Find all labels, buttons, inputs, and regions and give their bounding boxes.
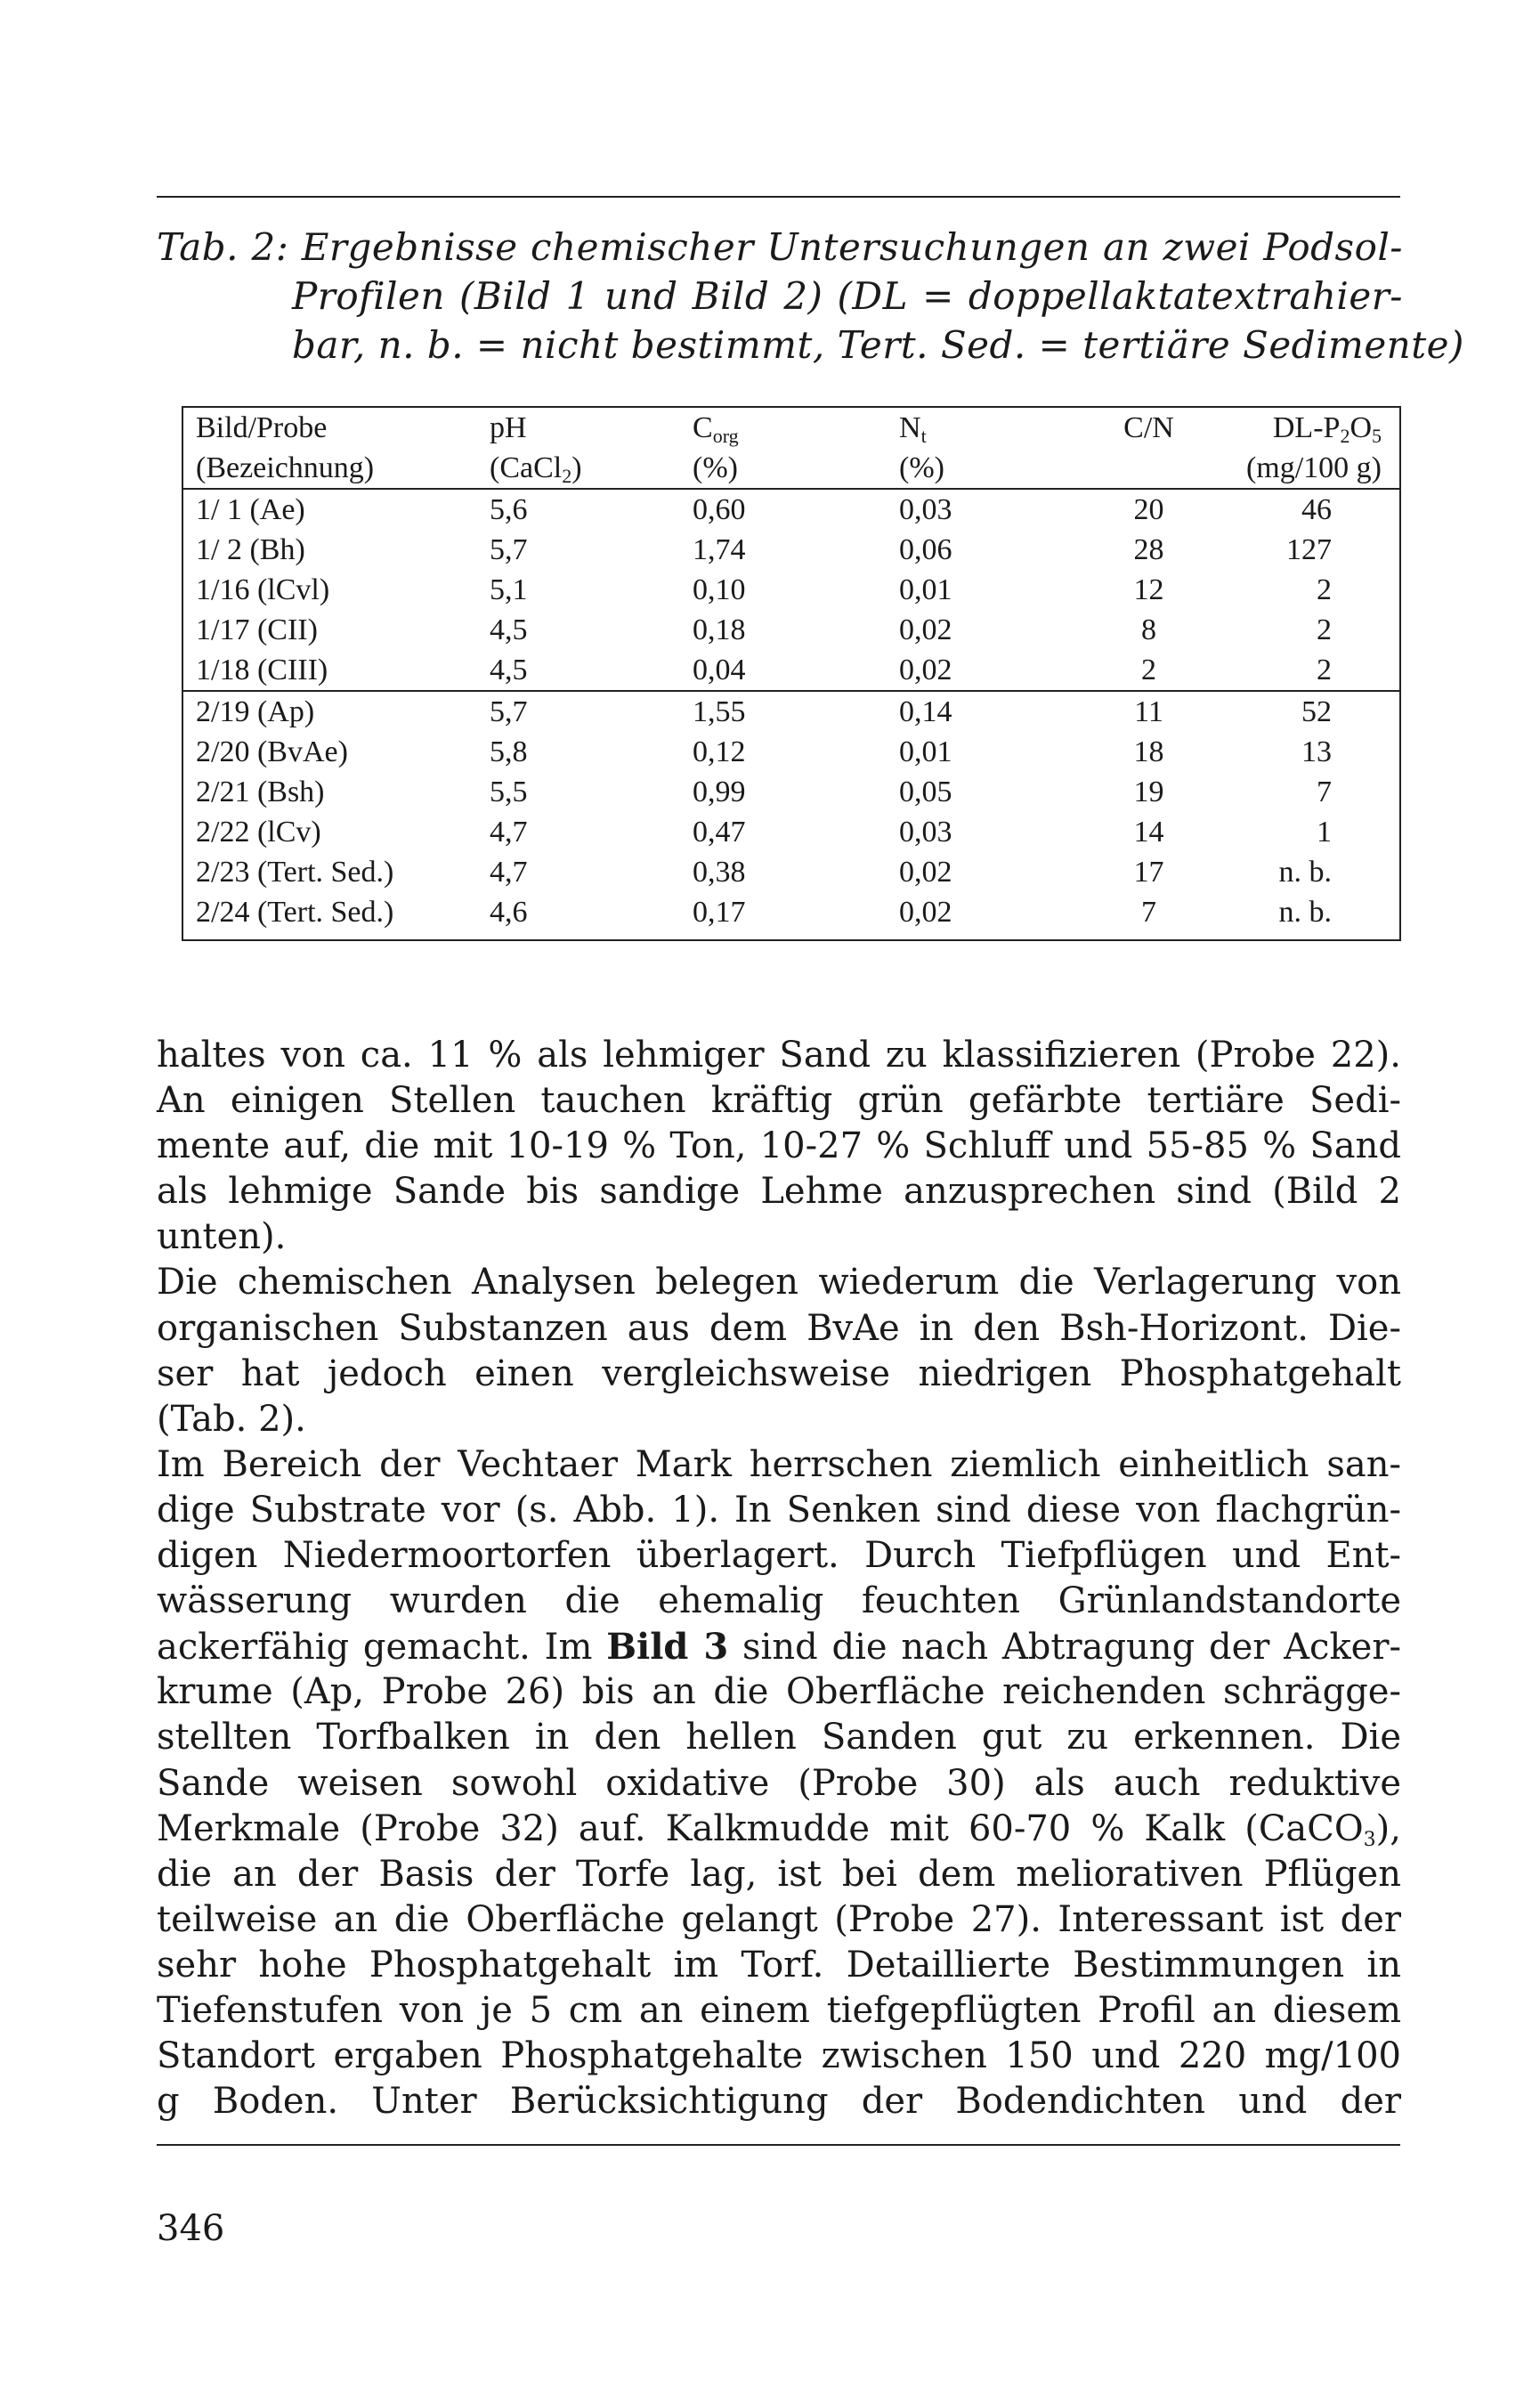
cell-cn: 19 xyxy=(1133,776,1164,808)
cell-ph: 4,7 xyxy=(490,856,528,889)
table-row xyxy=(183,892,1399,932)
cell-sample: 1/ 2 (Bh) xyxy=(196,533,305,566)
col-header-cn: C/N xyxy=(1123,411,1174,444)
cell-nt: 0,14 xyxy=(899,695,952,728)
cell-sample: 1/18 (CIII) xyxy=(183,650,490,691)
cell-sample: 2/22 (lCv) xyxy=(196,816,321,849)
cell-ph: 4,5 xyxy=(490,613,528,646)
cell-sample: 2/21 (Bsh) xyxy=(196,776,325,808)
bottom-rule xyxy=(157,2144,1400,2146)
cell-corg: 1,55 xyxy=(693,695,746,728)
cell-nt: 0,03 xyxy=(899,816,952,849)
text-line: Im Bereich der Vechtaer Mark herrschen ziemlich einheitlich san- xyxy=(157,1443,1401,1485)
cell-nt: 0,02 xyxy=(899,856,952,889)
table-row xyxy=(183,772,1399,812)
cell-p2o5: 2 xyxy=(1317,573,1332,606)
cell-p2o5: 127 xyxy=(1286,533,1332,566)
text-line: mente auf, die mit 10-19 % Ton, 10-27 % Schluff und 55-85 % Sand xyxy=(157,1125,1401,1167)
cell-p2o5: 46 xyxy=(1301,493,1332,526)
cell-sample: 2/23 (Tert. Sed.) xyxy=(196,856,394,889)
cell-corg: 0,18 xyxy=(693,613,746,646)
col-header-corg: $C_{org}$ xyxy=(693,411,739,447)
cell-cn: 14 xyxy=(1133,816,1164,849)
top-rule xyxy=(157,196,1400,198)
col-unit-nt: (%) xyxy=(899,448,1093,489)
cell-p2o5: 7 xyxy=(1317,776,1332,808)
text-line: Sande weisen sowohl oxidative (Probe 30) als auch reduktive xyxy=(157,1762,1401,1804)
text-line: ser hat jedoch einen vergleichsweise niedrigen Phosphatgehalt xyxy=(157,1352,1401,1394)
results-table xyxy=(182,406,1401,941)
cell-ph: 4,5 xyxy=(490,650,693,691)
cell-nt: 0,02 xyxy=(899,650,1093,691)
cell-cn: 11 xyxy=(1134,695,1163,728)
cell-nt: 0,02 xyxy=(899,896,952,929)
cell-p2o5: n. b. xyxy=(1278,856,1332,889)
cell-sample: 1/17 (CII) xyxy=(196,613,318,646)
col-unit-p2o5: (mg/100 g) xyxy=(1204,448,1399,489)
text-line: Tiefenstufen von je 5 cm an einem tiefgepflügten Profil an diesem xyxy=(157,1989,1401,2031)
cell-cn: 12 xyxy=(1133,573,1164,606)
cell-nt: 0,01 xyxy=(899,735,952,768)
cell-nt: 0,05 xyxy=(899,776,952,808)
cell-sample: 2/19 (Ap) xyxy=(196,695,315,728)
cell-corg: 1,74 xyxy=(693,533,746,566)
text-line: digen Niedermoortorfen überlagert. Durch Tiefpflügen und Ent- xyxy=(157,1535,1401,1577)
col-unit-ph: (CaCl$_2$) xyxy=(490,448,693,489)
table-row xyxy=(183,852,1399,892)
cell-ph: 5,8 xyxy=(490,735,528,768)
cell-ph: 5,1 xyxy=(490,573,528,606)
col-header-nt: $N_t$ xyxy=(899,411,927,447)
text-line: als lehmige Sande bis sandige Lehme anzusprechen sind (Bild 2 xyxy=(157,1171,1401,1213)
table-header-row xyxy=(183,408,1399,448)
body-text xyxy=(157,1033,1401,2124)
cell-p2o5: 13 xyxy=(1301,735,1332,768)
cell-corg: 0,60 xyxy=(693,493,746,526)
text-line: (Tab. 2). xyxy=(157,1398,306,1440)
page-number: 346 xyxy=(157,2208,225,2249)
cell-sample: 1/16 (lCvl) xyxy=(196,573,330,606)
cell-cn: 28 xyxy=(1133,533,1164,566)
cell-cn: 20 xyxy=(1133,493,1164,526)
table-header-units-row xyxy=(183,448,1399,489)
cell-p2o5: 2 xyxy=(1317,613,1332,646)
cell-corg: 0,12 xyxy=(693,735,746,768)
col-header-sample: Bild/Probe xyxy=(196,411,328,444)
table-row xyxy=(183,530,1399,570)
cell-cn: 18 xyxy=(1133,735,1164,768)
cell-ph: 4,7 xyxy=(490,816,528,849)
table-row xyxy=(183,570,1399,610)
caption-line: bar, n. b. = nicht bestimmt, Tert. Sed. = tertiäre Sedimente) xyxy=(292,323,1464,367)
text-line: unten). xyxy=(157,1216,287,1258)
cell-corg: 0,17 xyxy=(693,896,746,929)
table-row xyxy=(183,489,1399,530)
cell-nt: 0,03 xyxy=(899,493,952,526)
cell-ph: 5,7 xyxy=(490,695,528,728)
cell-ph: 4,6 xyxy=(490,896,528,929)
table-row xyxy=(183,610,1399,650)
cell-sample: 2/20 (BvAe) xyxy=(196,735,348,768)
cell-sample: 2/24 (Tert. Sed.) xyxy=(196,896,394,929)
caption-line: Profilen (Bild 1 und Bild 2) (DL = doppellaktatextrahier- xyxy=(292,274,1403,318)
text-line: g Boden. Unter Berücksichtigung der Bodendichten und der xyxy=(157,2081,1401,2123)
col-unit-sample: (Bezeichnung) xyxy=(183,448,490,489)
cell-ph: 5,6 xyxy=(490,493,528,526)
cell-ph: 5,5 xyxy=(490,776,528,808)
col-header-p2o5: $DL-P_2O_5$ xyxy=(1272,411,1382,447)
cell-cn: 8 xyxy=(1141,613,1156,646)
text-line: dige Substrate vor (s. Abb. 1). In Senken sind diese von flachgrün- xyxy=(157,1489,1401,1531)
text-line: organischen Substanzen aus dem BvAe in den Bsh-Horizont. Die- xyxy=(157,1307,1401,1349)
cell-corg: 0,99 xyxy=(693,776,746,808)
caption-line: Tab. 2: Ergebnisse chemischer Untersuchungen an zwei Podsol- xyxy=(157,225,1403,269)
cell-cn: 17 xyxy=(1133,856,1164,889)
cell-ph: 5,7 xyxy=(490,533,528,566)
table-row xyxy=(183,732,1399,772)
cell-cn: 7 xyxy=(1141,896,1156,929)
text-line: die an der Basis der Torfe lag, ist bei dem meliorativen Pflügen xyxy=(157,1853,1401,1895)
cell-p2o5: 1 xyxy=(1317,816,1332,849)
text-line: sehr hohe Phosphatgehalt im Torf. Detaillierte Bestimmungen in xyxy=(157,1944,1401,1986)
col-unit-corg: (%) xyxy=(693,448,899,489)
cell-cn: 2 xyxy=(1093,650,1204,691)
cell-nt: 0,02 xyxy=(899,613,952,646)
table-row xyxy=(183,691,1399,732)
cell-nt: 0,06 xyxy=(899,533,952,566)
col-unit-cn xyxy=(1093,448,1204,489)
text-line: teilweise an die Oberfläche gelangt (Probe 27). Interessant ist der xyxy=(157,1898,1401,1940)
cell-corg: 0,04 xyxy=(693,650,899,691)
col-header-ph: pH xyxy=(490,411,527,444)
text-line: Die chemischen Analysen belegen wiederum die Verlagerung von xyxy=(157,1262,1401,1304)
cell-corg: 0,38 xyxy=(693,856,746,889)
text-line: Standort ergaben Phosphatgehalte zwischen 150 und 220 mg/100 xyxy=(157,2035,1401,2077)
cell-corg: 0,47 xyxy=(693,816,746,849)
table-row xyxy=(183,650,1399,691)
text-line: stellten Torfbalken in den hellen Sanden gut zu erkennen. Die xyxy=(157,1717,1401,1758)
text-line: krume (Ap, Probe 26) bis an die Oberfläche reichenden schrägge- xyxy=(157,1671,1401,1713)
bild-3-ref: Bild 3 xyxy=(606,1626,729,1669)
text-line: wässerung wurden die ehemalig feuchten Grünlandstandorte xyxy=(157,1580,1401,1622)
cell-sample: 1/ 1 (Ae) xyxy=(196,493,305,526)
cell-p2o5: n. b. xyxy=(1278,896,1332,929)
table-row xyxy=(183,812,1399,852)
cell-corg: 0,10 xyxy=(693,573,746,606)
cell-nt: 0,01 xyxy=(899,573,952,606)
cell-p2o5: 2 xyxy=(1204,650,1399,691)
table-caption xyxy=(157,223,1464,370)
text-line: Merkmale (Probe 32) auf. Kalkmudde mit 60-70 % Kalk (CaCO$_3$), xyxy=(157,1807,1401,1851)
cell-p2o5: 52 xyxy=(1301,695,1332,728)
text-line: haltes von ca. 11 % als lehmiger Sand zu klassifizieren (Probe 22). xyxy=(157,1035,1401,1076)
text-line: ackerfähig gemacht. Im Bild 3 sind die nach Abtragung der Acker- xyxy=(157,1626,1401,1669)
text-line: An einigen Stellen tauchen kräftig grün gefärbte tertiäre Sedi- xyxy=(157,1080,1401,1122)
